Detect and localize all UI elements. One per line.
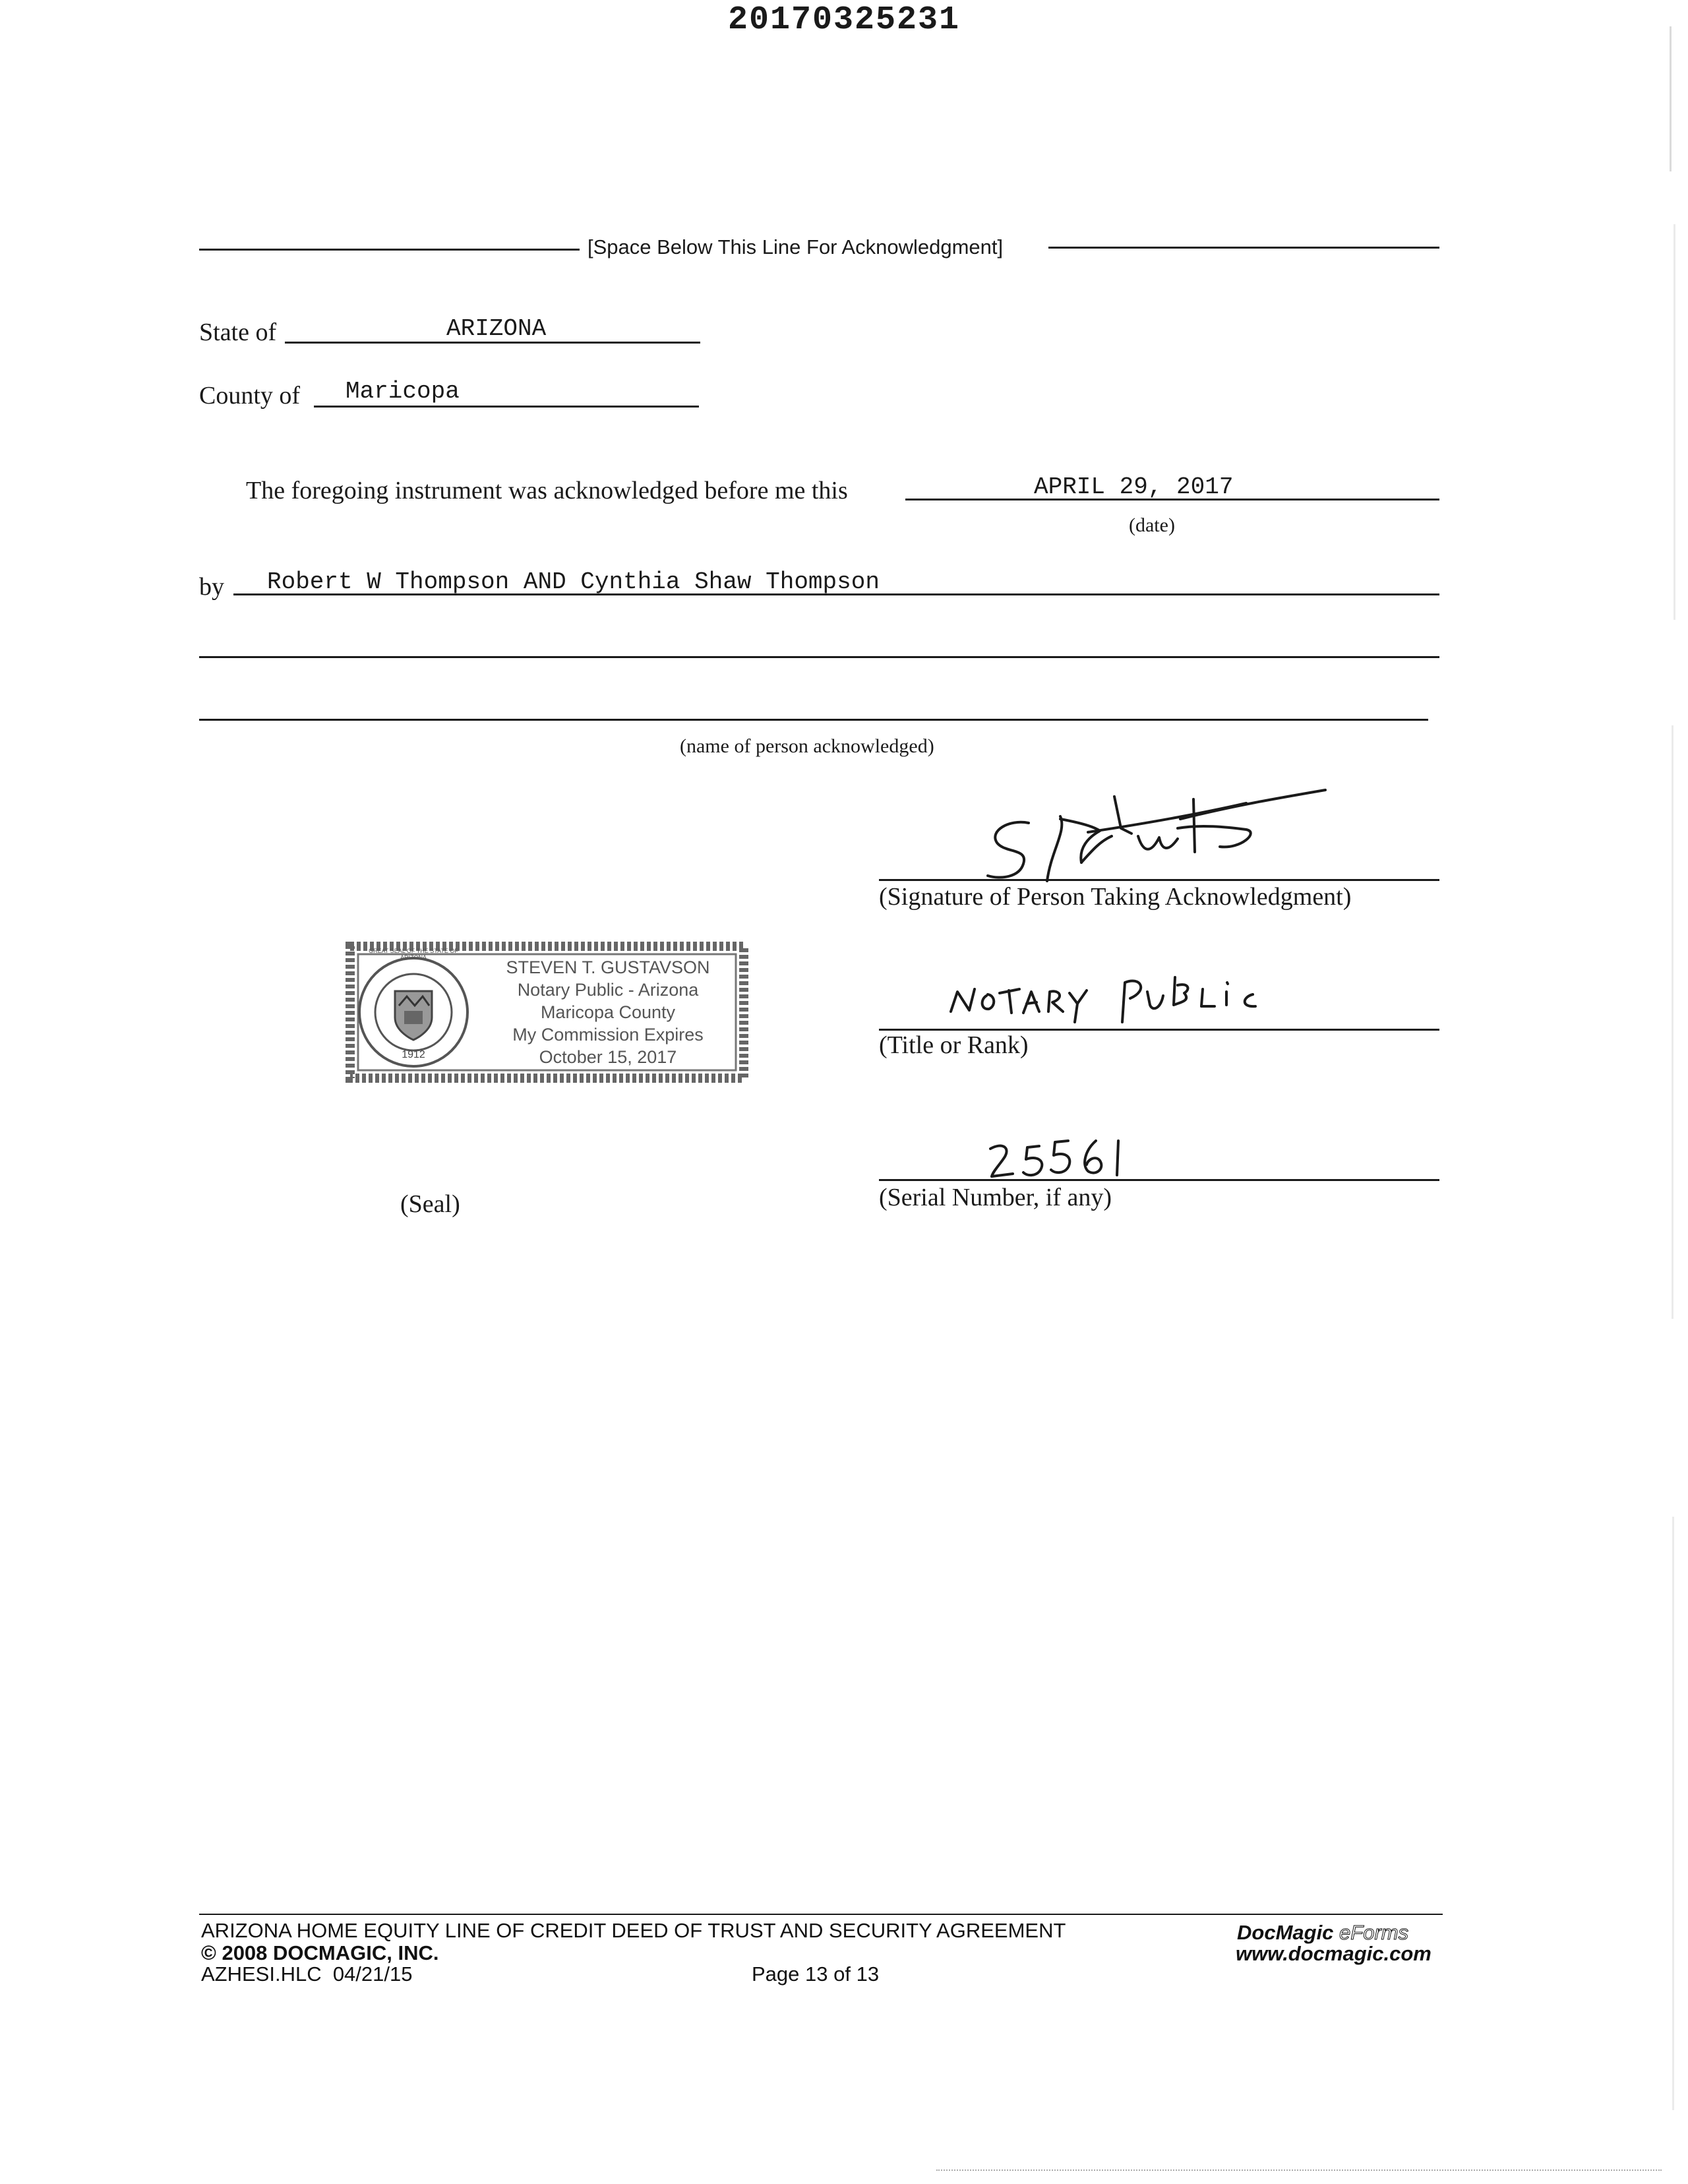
scan-bottom-mark <box>936 2169 1662 2171</box>
seal-line-4: My Commission Expires <box>512 1025 704 1045</box>
county-label: County of <box>199 382 301 410</box>
footer-form-title: ARIZONA HOME EQUITY LINE OF CREDIT DEED OF TRUST AND SECURITY AGREEMENT <box>201 1919 1066 1942</box>
divider-heading: [Space Below This Line For Acknowledgment] <box>588 235 1004 258</box>
by-label: by <box>199 573 224 601</box>
seal-line-5: October 15, 2017 <box>539 1047 677 1067</box>
serial-line <box>879 1179 1439 1181</box>
divider-line-right <box>1048 247 1439 249</box>
serial-handwriting <box>982 1128 1154 1187</box>
recording-number: 20170325231 <box>727 1 961 39</box>
names-line-1 <box>233 593 1439 595</box>
footer-website: www.docmagic.com <box>1236 1942 1432 1965</box>
brand-name: DocMagic <box>1237 1921 1334 1944</box>
names-value: Robert W Thompson AND Cynthia Shaw Thompson <box>267 568 880 595</box>
seal-line-3: Maricopa County <box>540 1002 676 1022</box>
names-line-2 <box>199 656 1439 658</box>
state-label: State of <box>199 318 277 346</box>
seal-emblem-text: GREAT SEAL OF THE STATE OF ARIZONA <box>369 948 458 961</box>
footer-page-number: Page 13 of 13 <box>752 1962 880 1986</box>
footer-brand <box>1237 1921 1408 1945</box>
seal-name: STEVEN T. GUSTAVSON <box>506 957 710 977</box>
state-line <box>285 342 700 344</box>
footer-copyright: © 2008 DOCMAGIC, INC. <box>201 1941 439 1964</box>
state-value: ARIZONA <box>446 315 547 342</box>
divider-line-left <box>199 249 580 251</box>
brand-suffix: eForms <box>1339 1921 1409 1944</box>
date-line <box>905 499 1439 501</box>
date-value: APRIL 29, 2017 <box>1034 473 1234 501</box>
notary-seal-stamp <box>341 940 753 1085</box>
signature-line <box>879 879 1439 881</box>
scan-edge-mark <box>1670 26 1672 171</box>
seal-emblem-year: 1912 <box>402 1049 425 1060</box>
names-line-3 <box>199 719 1428 721</box>
scan-edge-mark <box>1672 1517 1674 2110</box>
date-caption: (date) <box>1129 514 1175 536</box>
scan-edge-mark <box>1672 725 1673 1319</box>
acknowledged-text: The foregoing instrument was acknowledged before me this <box>246 477 848 504</box>
name-caption: (name of person acknowledged) <box>680 735 934 757</box>
footer-form-code: AZHESI.HLC 04/21/15 <box>201 1962 413 1986</box>
seal-caption: (Seal) <box>400 1190 460 1218</box>
seal-line-2: Notary Public - Arizona <box>517 980 699 1000</box>
title-caption: (Title or Rank) <box>879 1031 1029 1059</box>
county-value: Maricopa <box>346 378 460 405</box>
footer-rule <box>199 1914 1443 1915</box>
scan-edge-mark <box>1673 224 1675 620</box>
county-line <box>314 406 699 408</box>
serial-caption: (Serial Number, if any) <box>879 1184 1112 1211</box>
signature-caption: (Signature of Person Taking Acknowledgment) <box>879 883 1352 911</box>
